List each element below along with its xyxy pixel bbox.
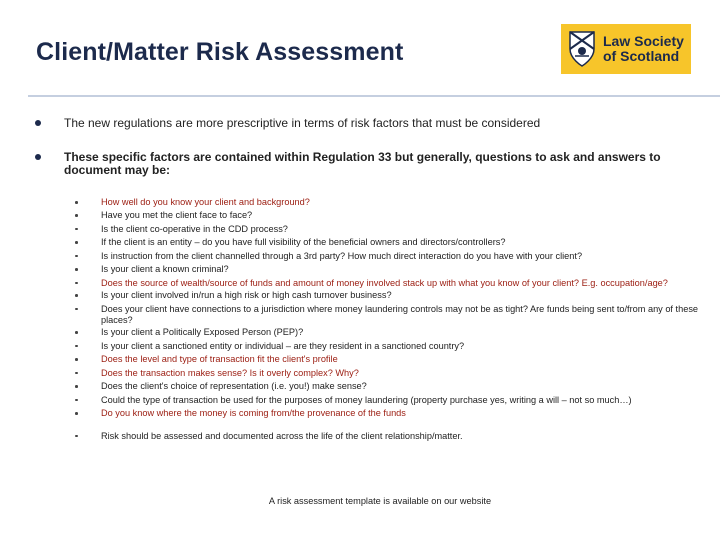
bullet-icon [75,241,78,244]
list-item: Have you met the client face to face? [72,210,702,221]
bullet-icon [75,201,78,204]
list-item: Does the level and type of transaction fit the client's profile [72,354,702,365]
list-item: Is your client a Politically Exposed Person (PEP)? [72,327,702,338]
page-title: Client/Matter Risk Assessment [36,38,404,66]
main-point-1: The new regulations are more prescriptive in terms of risk factors that must be considered [64,116,541,130]
header-divider [28,95,720,97]
logo-line-2: of Scotland [603,48,680,64]
bullet-icon [75,435,78,438]
logo-line-1: Law Society [603,33,684,49]
list-item: Risk should be assessed and documented across the life of the client relationship/matter. [72,431,702,442]
bullet-icon [75,268,78,271]
risk-questions-list [72,197,702,444]
bullet-icon [75,255,78,258]
bullet-icon [75,331,78,334]
list-item: Do you know where the money is coming from/the provenance of the funds [72,408,702,419]
list-item: Is your client involved in/run a high risk or high cash turnover business? [72,290,702,301]
law-society-logo [561,24,691,74]
bullet-icon [75,294,78,297]
bullet-icon [75,214,78,217]
bullet-icon [75,372,78,375]
list-item: Could the type of transaction be used for the purposes of money laundering (property purchase yes, writing a will – not so much…) [72,395,702,406]
bullet-icon [75,399,78,402]
list-item: Is your client a known criminal? [72,264,702,275]
list-item: Is instruction from the client channelled through a 3rd party? How much direct interaction do you have with your client? [72,251,702,262]
list-item: Does the transaction makes sense? Is it overly complex? Why? [72,368,702,379]
list-item: Does the client's choice of representation (i.e. you!) make sense? [72,381,702,392]
bullet-icon [35,154,41,160]
bullet-icon [35,120,41,126]
list-item: Is the client co-operative in the CDD process? [72,224,702,235]
list-item: If the client is an entity – do you have full visibility of the beneficial owners and directors/controllers? [72,237,702,248]
bullet-icon [75,385,78,388]
bullet-icon [75,358,78,361]
bullet-icon [75,282,78,285]
list-item: Does the source of wealth/source of funds and amount of money involved stack up with what you know of your client? E.g. occupation/age? [72,278,702,289]
bullet-icon [75,228,78,231]
list-item: How well do you know your client and background? [72,197,702,208]
list-item: Is your client a sanctioned entity or individual – are they resident in a sanctioned country? [72,341,702,352]
list-item: Does your client have connections to a jurisdiction where money laundering controls may not be as tight? Are funds being sent to/from any of these places? [72,304,702,327]
bullet-icon [75,412,78,415]
footnote: A risk assessment template is available on our website [268,496,492,506]
bullet-icon [75,308,78,311]
bullet-icon [75,345,78,348]
crest-icon [567,29,597,69]
main-point-2: These specific factors are contained within Regulation 33 but generally, questions to ask and answers to document may be: [64,150,661,177]
